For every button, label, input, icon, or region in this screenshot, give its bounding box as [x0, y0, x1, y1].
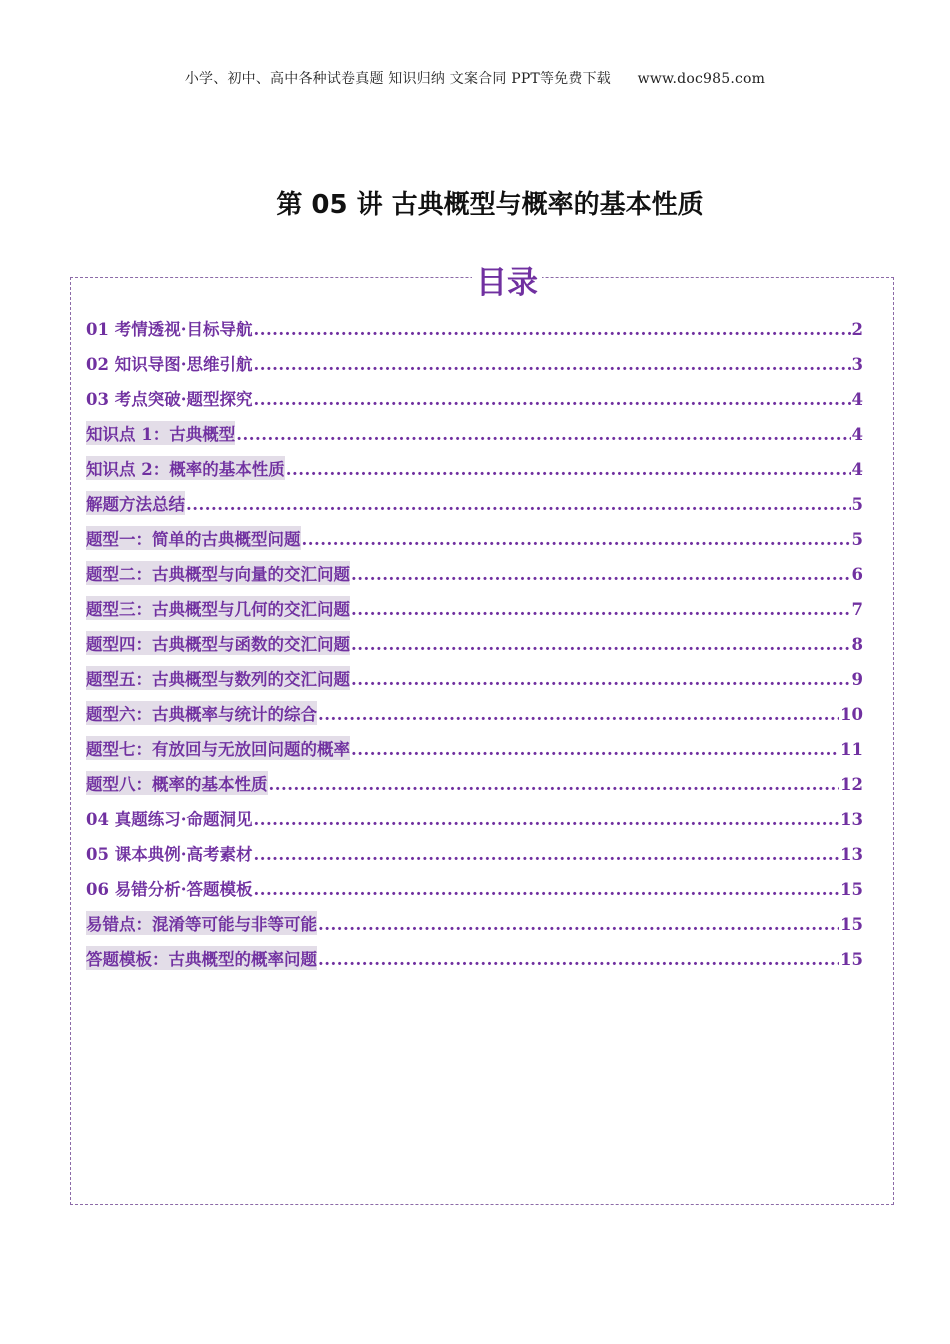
toc-item[interactable] [86, 631, 863, 666]
toc-leader [351, 670, 851, 689]
toc-item-label[interactable]: 解题方法总结 [86, 491, 185, 515]
toc-item[interactable] [86, 666, 863, 701]
toc-item-page[interactable]: 13 [840, 845, 863, 864]
toc-item[interactable] [86, 806, 863, 841]
toc-item-label[interactable]: 题型六：古典概率与统计的综合 [86, 701, 317, 725]
toc-item-page[interactable]: 10 [840, 705, 863, 724]
toc-item-label[interactable]: 知识点 1：古典概型 [86, 421, 235, 445]
header-url[interactable]: www.doc985.com [637, 71, 766, 87]
toc-item-label[interactable]: 题型一：简单的古典概型问题 [86, 526, 301, 550]
toc-item[interactable] [86, 946, 863, 981]
toc-item-label[interactable]: 题型八：概率的基本性质 [86, 771, 268, 795]
toc-item[interactable] [86, 526, 863, 561]
toc-item[interactable] [86, 736, 863, 771]
toc-item-page[interactable]: 6 [851, 565, 863, 584]
header-text: 小学、初中、高中各种试卷真题 知识归纳 文案合同 PPT等免费下载 [184, 71, 611, 87]
toc-item[interactable] [86, 351, 863, 386]
toc-item-page[interactable]: 7 [851, 600, 863, 619]
toc-leader [318, 915, 839, 934]
toc-item-label[interactable]: 05 课本典例·高考素材 [86, 845, 253, 864]
toc-item-page[interactable]: 15 [840, 950, 863, 969]
toc-leader [253, 845, 839, 864]
toc-leader [302, 530, 851, 549]
toc-leader [318, 705, 839, 724]
toc-item-label[interactable]: 01 考情透视·目标导航 [86, 320, 253, 339]
toc-leader [286, 460, 851, 479]
page-header [0, 68, 950, 88]
toc-item-label[interactable]: 题型二：古典概型与向量的交汇问题 [86, 561, 350, 585]
toc-item[interactable] [86, 316, 863, 351]
toc-leader [253, 320, 850, 339]
toc-item[interactable] [86, 701, 863, 736]
toc-item[interactable] [86, 456, 863, 491]
toc-item-label[interactable]: 06 易错分析·答题模板 [86, 880, 253, 899]
toc-leader [318, 950, 839, 969]
toc-item-label[interactable]: 03 考点突破·题型探究 [86, 390, 253, 409]
toc-item-label[interactable]: 04 真题练习·命题洞见 [86, 810, 253, 829]
toc-item-page[interactable]: 9 [851, 670, 863, 689]
toc-item-page[interactable]: 3 [851, 355, 863, 374]
toc-item-label[interactable]: 答题模板：古典概型的概率问题 [86, 946, 317, 970]
toc-item-label[interactable]: 题型四：古典概型与函数的交汇问题 [86, 631, 350, 655]
toc-item[interactable] [86, 841, 863, 876]
toc-leader [186, 495, 851, 514]
toc-leader [351, 635, 851, 654]
toc-item[interactable] [86, 561, 863, 596]
toc-leader [351, 740, 839, 759]
toc-item-page[interactable]: 4 [851, 460, 863, 479]
toc-item-page[interactable]: 15 [840, 915, 863, 934]
toc-leader [253, 880, 839, 899]
toc-heading-text: 目录 [472, 265, 542, 301]
toc-item-page[interactable]: 8 [851, 635, 863, 654]
toc-item-label[interactable]: 题型五：古典概型与数列的交汇问题 [86, 666, 350, 690]
toc-leader [236, 425, 850, 444]
toc-item-page[interactable]: 4 [851, 390, 863, 409]
toc-item[interactable] [86, 421, 863, 456]
toc-item-page[interactable]: 2 [851, 320, 863, 339]
toc-item-page[interactable]: 13 [840, 810, 863, 829]
toc-item-page[interactable]: 11 [840, 740, 863, 759]
toc-item-page[interactable]: 4 [851, 425, 863, 444]
toc-item[interactable] [86, 386, 863, 421]
toc-item-page[interactable]: 12 [840, 775, 863, 794]
toc-heading [0, 257, 950, 302]
toc-item-label[interactable]: 题型三：古典概型与几何的交汇问题 [86, 596, 350, 620]
toc-item-label[interactable]: 知识点 2：概率的基本性质 [86, 456, 285, 480]
toc-leader [351, 565, 851, 584]
toc-list [86, 316, 863, 981]
document-title: 第 05 讲 古典概型与概率的基本性质 [276, 190, 704, 220]
toc-leader [253, 355, 850, 374]
toc-item[interactable] [86, 911, 863, 946]
toc-item[interactable] [86, 876, 863, 911]
toc-leader [253, 390, 850, 409]
toc-leader [253, 810, 839, 829]
toc-item-label[interactable]: 02 知识导图·思维引航 [86, 355, 253, 374]
toc-item-page[interactable]: 5 [851, 495, 863, 514]
toc-item-label[interactable]: 题型七：有放回与无放回问题的概率 [86, 736, 350, 760]
toc-item[interactable] [86, 771, 863, 806]
toc-item[interactable] [86, 491, 863, 526]
toc-leader [269, 775, 840, 794]
toc-item-label[interactable]: 易错点：混淆等可能与非等可能 [86, 911, 317, 935]
toc-leader [351, 600, 851, 619]
toc-item-page[interactable]: 5 [851, 530, 863, 549]
toc-item[interactable] [86, 596, 863, 631]
toc-item-page[interactable]: 15 [840, 880, 863, 899]
